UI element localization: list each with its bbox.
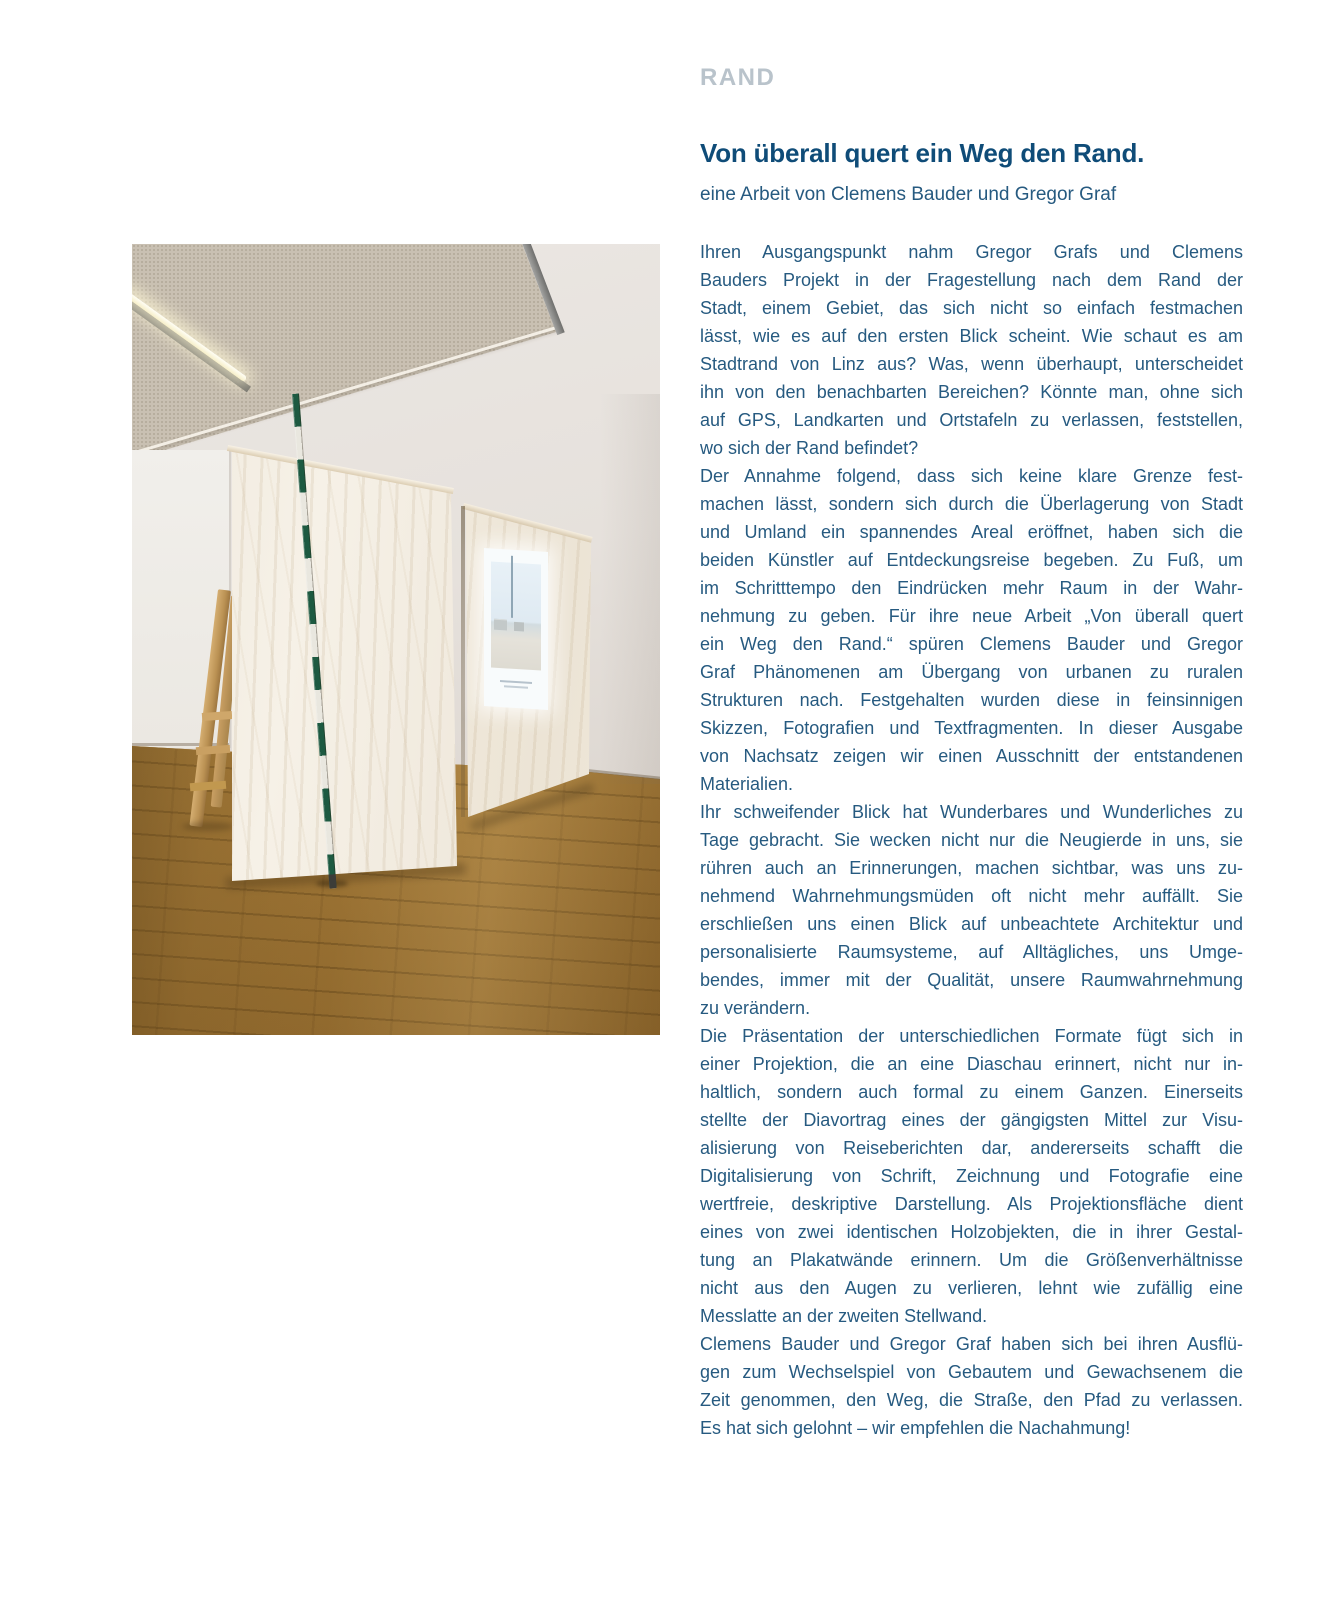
projection-caption-line [500, 680, 532, 684]
text-line: wo sich der Rand befindet? [700, 438, 919, 458]
text-line: Ihren Ausgangspunkt nahm Gregor Grafs und Clemens [700, 242, 1243, 262]
projection-image [491, 561, 541, 670]
article-body [700, 238, 1243, 1442]
text-line: zu verändern. [700, 998, 811, 1018]
text-line: Stadtrand von Linz aus? Was, wenn überhaupt, unterscheidet [700, 354, 1243, 374]
text-line: lässt, wie es auf den ersten Blick scheint. Wie schaut es am [700, 326, 1243, 346]
text-line: bendes, immer mit der Qualität, unsere Raumwahrnehmung [700, 970, 1243, 990]
text-line: auf GPS, Landkarten und Ortstafeln zu verlassen, feststellen, [700, 410, 1243, 430]
text-line: Clemens Bauder und Gregor Graf haben sich bei ihren Ausflü- [700, 1334, 1243, 1354]
projection-poster [484, 548, 548, 710]
text-line: Strukturen nach. Festgehalten wurden diese in feinsinnigen [700, 690, 1243, 710]
kicker: RAND [700, 64, 776, 91]
text-line: Der Annahme folgend, dass sich keine klare Grenze fest- [700, 466, 1243, 486]
text-line: machen lässt, sondern sich durch die Überlagerung von Stadt [700, 494, 1243, 514]
text-line: nicht aus den Augen zu verlieren, lehnt wie zufällig eine [700, 1278, 1243, 1298]
text-line: Die Präsentation der unterschiedlichen Formate fügt sich in [700, 1026, 1243, 1046]
text-line: rühren auch an Erinnerungen, machen sichtbar, was uns zu- [700, 858, 1243, 878]
text-line: stellte der Diavortrag eines der gängigsten Mittel zur Visu- [700, 1110, 1243, 1130]
text-line: Graf Phänomenen am Übergang von urbanen zu ruralen [700, 662, 1243, 682]
projection-caption-line [504, 685, 528, 688]
text-line: Tage gebracht. Sie wecken nicht nur die Neugierde in uns, sie [700, 830, 1243, 850]
panel-gap-line [461, 506, 465, 817]
text-line: Bauders Projekt in der Fragestellung nach dem Rand der [700, 270, 1243, 290]
text-line: Skizzen, Fotografien und Textfragmenten. In dieser Ausgabe [700, 718, 1243, 738]
page-title: Von überall quert ein Weg den Rand. [700, 138, 1145, 168]
text-line: Ihr schweifender Blick hat Wunderbares und Wunderliches zu [700, 802, 1243, 822]
projection-building-drawing [514, 622, 524, 632]
text-line: nehmend Wahrnehmungsmüden oft nicht mehr auffällt. Sie [700, 886, 1243, 906]
stepladder-shadow [182, 822, 234, 831]
text-line: erschließen uns einen Blick auf unbeachtete Architektur und [700, 914, 1243, 934]
text-line: personalisierte Raumsysteme, auf Alltägliches, uns Umge- [700, 942, 1243, 962]
text-line: im Schritttempo den Eindrücken mehr Raum in der Wahr- [700, 578, 1243, 598]
text-line: tung an Plakatwände erinnern. Um die Größenverhältnisse [700, 1250, 1243, 1270]
text-line: Es hat sich gelohnt – wir empfehlen die Nachahmung! [700, 1418, 1131, 1438]
text-line: haltlich, sondern auch formal zu einem Ganzen. Einerseits [700, 1082, 1243, 1102]
text-line: Stadt, einem Gebiet, das sich nicht so einfach festmachen [700, 298, 1243, 318]
text-line: Materialien. [700, 774, 794, 794]
text-line: Zeit genommen, den Weg, die Straße, den Pfad zu verlassen. [700, 1390, 1243, 1410]
article-subtitle: eine Arbeit von Clemens Bauder und Gregor Graf [700, 184, 1117, 205]
text-line: einer Projektion, die an eine Diaschau erinnert, nicht nur in- [700, 1054, 1243, 1074]
text-line: nehmung zu geben. Für ihre neue Arbeit „Von überall quert [700, 606, 1243, 626]
text-line: ein Weg den Rand.“ spüren Clemens Bauder und Gregor [700, 634, 1243, 654]
text-line: wertfreie, deskriptive Darstellung. Als Projektionsfläche dient [700, 1194, 1243, 1214]
installation-photo [132, 244, 660, 1035]
text-line: eines von zwei identischen Holzobjekten, die in ihrer Gestal- [700, 1222, 1243, 1242]
text-line: und Umland ein spannendes Areal eröffnet, haben sich die [700, 522, 1243, 542]
text-line: alisierung von Reiseberichten dar, andererseits schafft die [700, 1138, 1243, 1158]
text-line: gen zum Wechselspiel von Gebautem und Gewachsenem die [700, 1362, 1243, 1382]
text-line: Digitalisierung von Schrift, Zeichnung und Fotografie eine [700, 1166, 1243, 1186]
wall-corner-shading [600, 394, 660, 784]
projection-building-drawing [494, 619, 507, 631]
text-line: von Nachsatz zeigen wir einen Ausschnitt der entstandenen [700, 746, 1243, 766]
text-line: ihn von den benachbarten Bereichen? Könnte man, ohne sich [700, 382, 1243, 402]
text-line: beiden Künstler auf Entdeckungsreise begeben. Zu Fuß, um [700, 550, 1243, 570]
text-line: Messlatte an der zweiten Stellwand. [700, 1306, 988, 1326]
projection-pole-drawing [511, 556, 513, 618]
